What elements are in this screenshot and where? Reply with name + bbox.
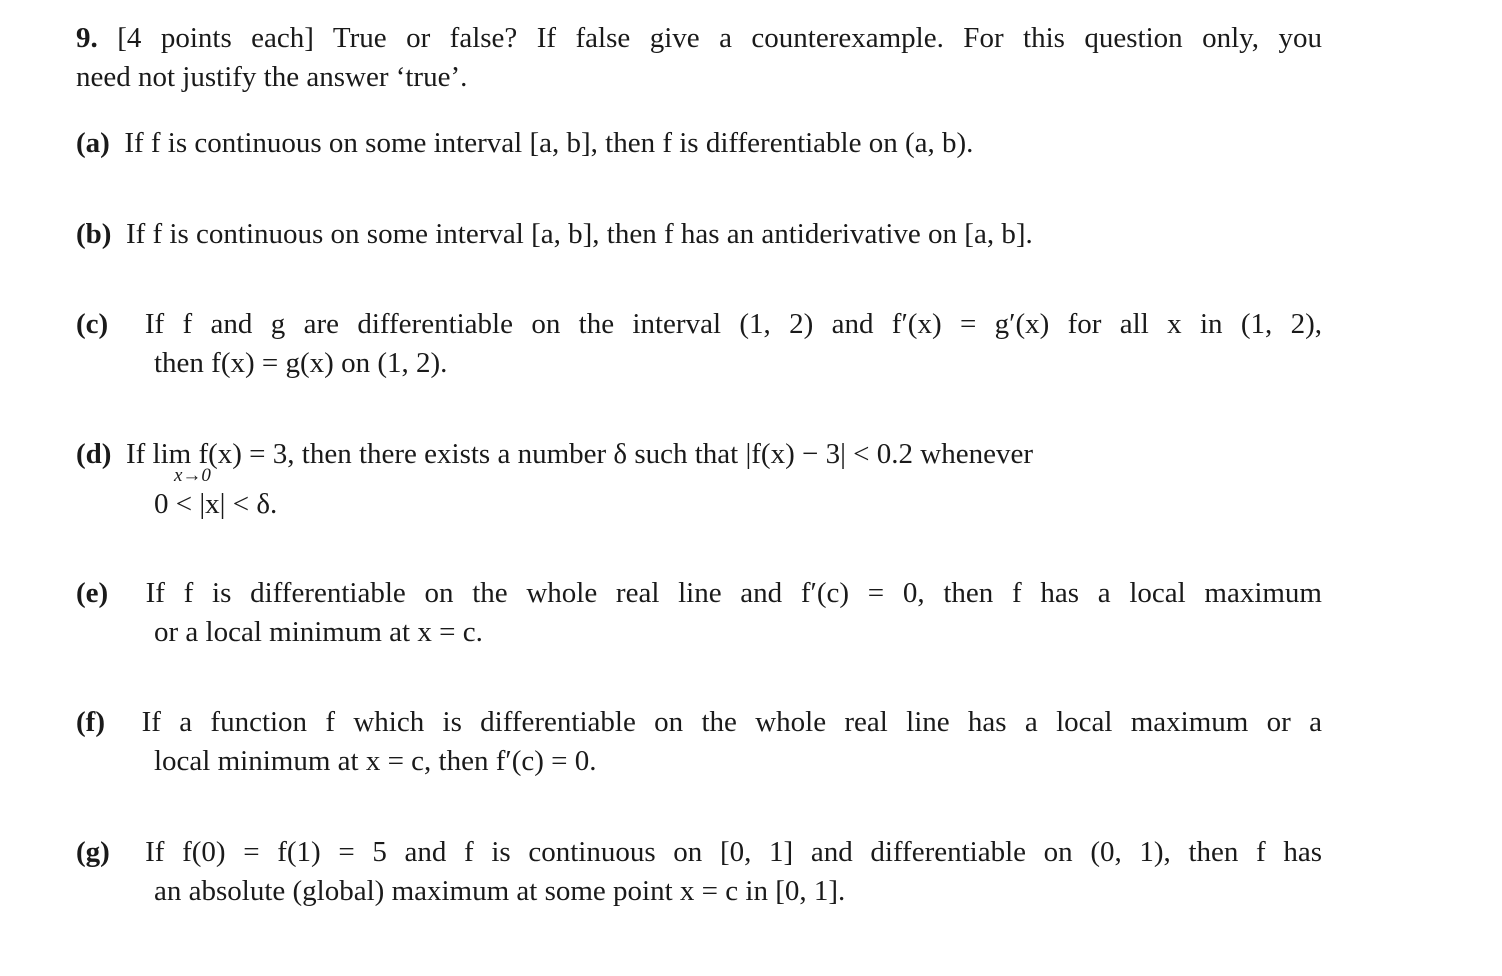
item-e-line-1: If f is differentiable on the whole real line and f′(c) = 0, then f has a local maximum: [145, 577, 1322, 609]
item-f: [76, 705, 1322, 739]
item-f-line-1: If a function f which is differentiable on the whole real line has a local maximum or a: [141, 706, 1323, 738]
question-number: 9: [76, 22, 91, 54]
item-c-line-1: If f and g are differentiable on the interval (1, 2) and f′(x) = g′(x) for all x in (1, 2),: [144, 308, 1323, 340]
item-f-label: (f): [76, 706, 105, 738]
item-b: [76, 217, 1322, 251]
item-g-line-2: an absolute (global) maximum at some point x = c in [0, 1].: [154, 875, 846, 907]
item-e-line-2: or a local minimum at x = c.: [154, 616, 483, 648]
item-g: [76, 835, 1322, 869]
question-intro-line-1: 9. [4 points each] True or false? If false give a counterexample. For this question only, you: [76, 22, 1323, 54]
item-a-label: (a): [76, 127, 110, 159]
item-c-line-2: then f(x) = g(x) on (1, 2).: [154, 347, 448, 379]
question-intro-text: [4 points each] True or false? If false give a counterexample. For this question only, you: [117, 22, 1323, 54]
item-e: [76, 576, 1322, 610]
item-d: [76, 437, 1322, 471]
item-d-line-2: 0 < |x| < δ.: [154, 488, 278, 520]
item-d-line-1: If lim f(x) = 3, then there exists a number δ such that |f(x) − 3| < 0.2 whenever: [125, 438, 1033, 470]
item-f-line-2: local minimum at x = c, then f′(c) = 0.: [154, 745, 597, 777]
item-b-line-1: If f is continuous on some interval [a, b], then f has an antiderivative on [a, b].: [125, 218, 1033, 250]
item-d-limit-subscript: x→0: [174, 465, 211, 486]
question-intro-line-2: need not justify the answer ‘true’.: [76, 61, 468, 93]
item-c-label: (c): [76, 308, 109, 340]
item-g-line-1: If f(0) = f(1) = 5 and f is continuous on [0, 1] and differentiable on (0, 1), then f has: [145, 836, 1322, 868]
item-e-label: (e): [76, 577, 109, 609]
item-g-label: (g): [76, 836, 110, 868]
item-d-label: (d): [76, 438, 112, 470]
item-b-label: (b): [76, 218, 112, 250]
item-c: [76, 307, 1322, 341]
item-a-line-1: If f is continuous on some interval [a, b], then f is differentiable on (a, b).: [124, 127, 974, 159]
item-a: [76, 126, 1322, 160]
